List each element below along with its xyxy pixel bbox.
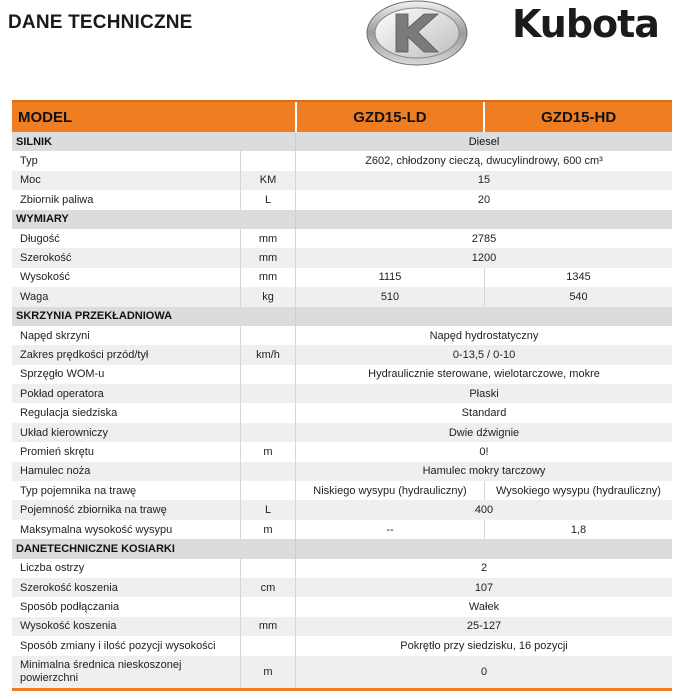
spec-value: Wałek — [295, 597, 672, 616]
spec-label: Zbiornik paliwa — [20, 193, 94, 206]
table-row — [12, 268, 672, 287]
spec-label: Wysokość — [20, 271, 71, 284]
spec-table — [12, 100, 672, 691]
spec-label: Maksymalna wysokość wysypu — [20, 523, 173, 536]
spec-label: Moc — [20, 174, 41, 187]
section-value — [295, 210, 672, 229]
table-row — [12, 248, 672, 267]
spec-label: Napęd skrzyni — [20, 329, 90, 342]
spec-unit — [240, 462, 295, 481]
spec-unit: mm — [240, 268, 295, 287]
table-row — [12, 190, 672, 209]
section-value — [295, 539, 672, 558]
spec-unit: mm — [240, 248, 295, 267]
table-row — [12, 403, 672, 422]
section-title: WYMIARY — [16, 213, 69, 226]
spec-label: Wysokość koszenia — [20, 620, 117, 633]
section-header — [12, 132, 672, 151]
spec-value: Hamulec mokry tarczowy — [295, 462, 672, 481]
spec-unit — [240, 403, 295, 422]
spec-label: Sposób zmiany i ilość pozycji wysokości — [20, 639, 216, 652]
spec-unit: cm — [240, 578, 295, 597]
spec-label: Pojemność zbiornika na trawę — [20, 504, 167, 517]
spec-value-ld: 1115 — [295, 268, 484, 287]
spec-unit: kg — [240, 287, 295, 306]
spec-value: Z602, chłodzony cieczą, dwucylindrowy, 600 cm³ — [295, 151, 672, 170]
spec-unit: L — [240, 500, 295, 519]
section-value — [295, 307, 672, 326]
spec-unit — [240, 365, 295, 384]
kubota-logo: Kubota — [512, 2, 659, 46]
spec-value: 400 — [295, 500, 672, 519]
section-header — [12, 307, 672, 326]
kubota-emblem-icon — [366, 0, 468, 66]
model-header: MODEL — [18, 108, 73, 126]
table-row — [12, 617, 672, 636]
spec-label: Pokład operatora — [20, 387, 104, 400]
spec-label: Długość — [20, 232, 60, 245]
spec-label: Waga — [20, 290, 49, 303]
spec-value-hd: 1345 — [484, 268, 672, 287]
spec-value: Pokrętło przy siedzisku, 16 pozycji — [295, 636, 672, 655]
table-row — [12, 365, 672, 384]
table-row — [12, 384, 672, 403]
spec-label: Szerokość — [20, 252, 72, 265]
table-row — [12, 597, 672, 616]
table-row — [12, 423, 672, 442]
table-row — [12, 442, 672, 461]
spec-value-hd: Wysokiego wysypu (hydrauliczny) — [484, 481, 672, 500]
model-hd-header: GZD15-HD — [483, 102, 672, 132]
table-row — [12, 578, 672, 597]
spec-label: Liczba ostrzy — [20, 562, 85, 575]
table-row — [12, 171, 672, 190]
section-value: Diesel — [295, 132, 672, 151]
spec-label: Hamulec noża — [20, 465, 91, 478]
spec-unit: m — [240, 442, 295, 461]
spec-unit — [240, 559, 295, 578]
spec-value: 25-127 — [295, 617, 672, 636]
table-row — [12, 481, 672, 500]
spec-value-ld: 510 — [295, 287, 484, 306]
spec-unit: m — [240, 656, 295, 688]
table-row — [12, 636, 672, 655]
spec-label: Promień skrętu — [20, 445, 94, 458]
spec-label: Zakres prędkości przód/tył — [20, 348, 149, 361]
spec-label: Sprzęgło WOM-u — [20, 368, 105, 381]
spec-unit — [240, 481, 295, 500]
table-row — [12, 345, 672, 364]
page-title: DANE TECHNICZNE — [8, 12, 193, 33]
spec-unit — [240, 636, 295, 655]
spec-value: 0! — [295, 442, 672, 461]
spec-label: Typ pojemnika na trawę — [20, 484, 137, 497]
spec-value: 20 — [295, 190, 672, 209]
spec-unit — [240, 326, 295, 345]
spec-value: 2 — [295, 559, 672, 578]
spec-value-hd: 1,8 — [484, 520, 672, 539]
spec-label: Typ — [20, 155, 38, 168]
table-row — [12, 500, 672, 519]
spec-value: 1200 — [295, 248, 672, 267]
table-row — [12, 656, 672, 688]
spec-value-ld: -- — [295, 520, 484, 539]
table-row — [12, 462, 672, 481]
model-ld-header: GZD15-LD — [295, 102, 484, 132]
spec-value: 2785 — [295, 229, 672, 248]
spec-value: Hydraulicznie sterowane, wielotarczowe, mokre — [295, 365, 672, 384]
section-header — [12, 539, 672, 558]
spec-value: 15 — [295, 171, 672, 190]
table-row — [12, 287, 672, 306]
spec-unit — [240, 384, 295, 403]
spec-label: Regulacja siedziska — [20, 407, 118, 420]
spec-value: Napęd hydrostatyczny — [295, 326, 672, 345]
table-row — [12, 151, 672, 170]
spec-value-ld: Niskiego wysypu (hydrauliczny) — [295, 481, 484, 500]
table-row — [12, 520, 672, 539]
spec-value: 0-13,5 / 0-10 — [295, 345, 672, 364]
table-bottom-bar — [12, 688, 672, 691]
spec-label: Szerokość koszenia — [20, 581, 118, 594]
spec-unit: km/h — [240, 345, 295, 364]
spec-unit: mm — [240, 229, 295, 248]
spec-value-hd: 540 — [484, 287, 672, 306]
spec-label: Układ kierowniczy — [20, 426, 109, 439]
table-header — [12, 100, 672, 132]
spec-unit — [240, 423, 295, 442]
section-title: SKRZYNIA PRZEKŁADNIOWA — [16, 310, 173, 323]
spec-label: Sposób podłączania — [20, 601, 120, 614]
section-header — [12, 210, 672, 229]
spec-unit — [240, 151, 295, 170]
section-title: SILNIK — [16, 135, 53, 148]
spec-unit: KM — [240, 171, 295, 190]
spec-unit: m — [240, 520, 295, 539]
table-row — [12, 326, 672, 345]
table-row — [12, 229, 672, 248]
section-title: DANETECHNICZNE KOSIARKI — [16, 542, 175, 555]
table-row — [12, 559, 672, 578]
spec-label: Minimalna średnica nieskoszonej powierzchni — [20, 658, 182, 684]
spec-value: Płaski — [295, 384, 672, 403]
spec-value: 107 — [295, 578, 672, 597]
spec-value: Standard — [295, 403, 672, 422]
spec-unit: L — [240, 190, 295, 209]
spec-value: Dwie dźwignie — [295, 423, 672, 442]
spec-value: 0 — [295, 656, 672, 688]
spec-unit — [240, 597, 295, 616]
spec-unit: mm — [240, 617, 295, 636]
